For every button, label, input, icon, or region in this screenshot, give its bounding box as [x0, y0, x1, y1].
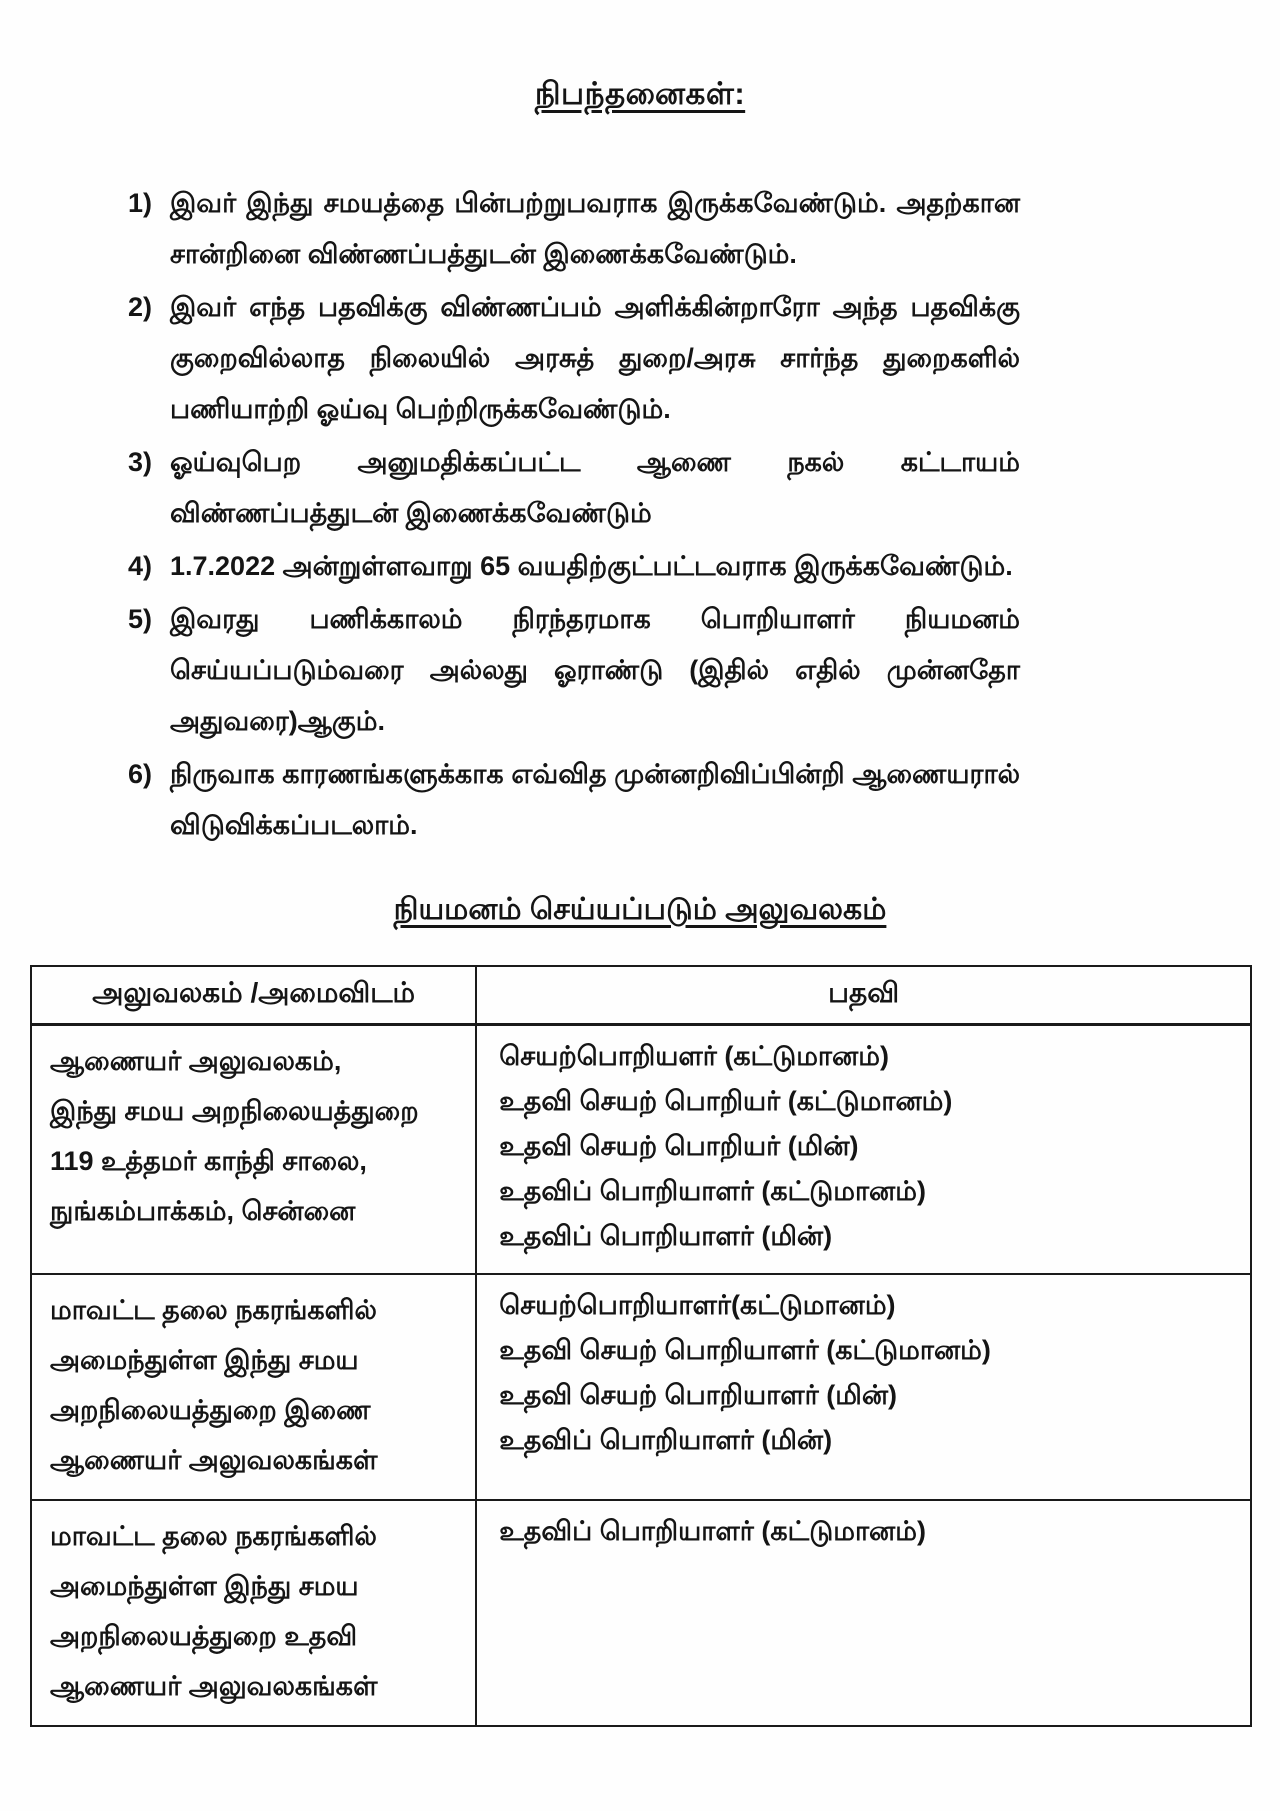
condition-item-1: [128, 178, 1020, 280]
table-header-row: [31, 966, 1251, 1025]
conditions-list: [128, 178, 1020, 851]
posts-cell: [476, 1274, 1251, 1500]
office-line: அறநிலையத்துறை உதவி: [50, 1621, 358, 1651]
post-line: உதவிப் பொறியாளர் (மின்): [499, 1221, 833, 1251]
office-line: அறநிலையத்துறை இணை: [50, 1395, 371, 1425]
table-row: [31, 1025, 1251, 1275]
office-line: நுங்கம்பாக்கம், சென்னை: [50, 1196, 356, 1226]
condition-number: 3): [128, 447, 153, 477]
condition-number: 1): [128, 188, 153, 218]
posts-cell: [476, 1500, 1251, 1726]
condition-number: 2): [128, 292, 153, 322]
office-line: இந்து சமய அறநிலையத்துறை: [50, 1096, 419, 1126]
post-line: உதவிப் பொறியாளர் (கட்டுமானம்): [499, 1516, 926, 1546]
condition-text: 1.7.2022 அன்றுள்ளவாறு 65 வயதிற்குட்பட்டவராக இருக்கவேண்டும்.: [170, 551, 1013, 581]
post-line: உதவி செயற் பொறியர் (கட்டுமானம்): [499, 1086, 953, 1116]
condition-text: நிருவாக காரணங்களுக்காக எவ்வித முன்னறிவிப்பின்றி ஆணையரால் விடுவிக்கப்படலாம்.: [170, 759, 1020, 840]
condition-text: இவர் எந்த பதவிக்கு விண்ணப்பம் அளிக்கின்றாரோ அந்த பதவிக்கு குறைவில்லாத நிலையில் அரசுத் துறை/அரசு சார்ந்த துறைகளில் பணியாற்றி ஓய்வு பெற்றிருக்கவேண்டும்.: [170, 292, 1020, 424]
post-line: உதவிப் பொறியாளர் (கட்டுமானம்): [499, 1176, 926, 1206]
office-line: 119 உத்தமர் காந்தி சாலை,: [50, 1146, 367, 1176]
office-column-header: அலுவலகம் /அமைவிடம்: [31, 966, 476, 1025]
post-line: உதவி செயற் பொறியாளர் (மின்): [499, 1380, 898, 1410]
office-line: ஆணையர் அலுவலகங்கள்: [50, 1445, 378, 1475]
condition-text: ஓய்வுபெற அனுமதிக்கப்பட்ட ஆணை நகல் கட்டாயம் விண்ணப்பத்துடன் இணைக்கவேண்டும்: [170, 447, 1020, 528]
condition-number: 4): [128, 551, 153, 581]
condition-item-6: [128, 749, 1020, 851]
post-line: செயற்பொறியளர் (கட்டுமானம்): [499, 1041, 889, 1071]
office-line: ஆணையர் அலுவலகங்கள்: [50, 1671, 378, 1701]
condition-number: 6): [128, 759, 153, 789]
post-line: உதவிப் பொறியாளர் (மின்): [499, 1425, 833, 1455]
post-line: உதவி செயற் பொறியாளர் (கட்டுமானம்): [499, 1335, 991, 1365]
section-heading: [0, 893, 1280, 931]
post-line: செயற்பொறியாளர்(கட்டுமானம்): [499, 1290, 896, 1320]
appointment-office-table: [30, 965, 1252, 1727]
posts-cell: [476, 1025, 1251, 1275]
table-row: [31, 1500, 1251, 1726]
office-line: மாவட்ட தலை நகரங்களில்: [50, 1295, 377, 1325]
condition-text: இவர் இந்து சமயத்தை பின்பற்றுபவராக இருக்கவேண்டும். அதற்கான சான்றினை விண்ணப்பத்துடன் இணைக்கவேண்டும்.: [170, 188, 1020, 269]
condition-text: இவரது பணிக்காலம் நிரந்தரமாக பொறியாளர் நியமனம் செய்யப்படும்வரை அல்லது ஓராண்டு (இதில் எதில் முன்னதோ அதுவரை)ஆகும்.: [170, 604, 1020, 736]
table-row: [31, 1274, 1251, 1500]
post-column-header: பதவி: [476, 966, 1251, 1025]
office-cell: [31, 1025, 476, 1275]
post-line: உதவி செயற் பொறியர் (மின்): [499, 1131, 859, 1161]
condition-item-3: [128, 437, 1020, 539]
office-cell: [31, 1500, 476, 1726]
document-title-text: நிபந்தனைகள்:: [534, 76, 746, 111]
condition-item-2: [128, 282, 1020, 435]
office-line: அமைந்துள்ள இந்து சமய: [50, 1345, 359, 1375]
office-cell: [31, 1274, 476, 1500]
office-line: மாவட்ட தலை நகரங்களில்: [50, 1521, 377, 1551]
condition-number: 5): [128, 604, 153, 634]
condition-item-4: [128, 541, 1020, 592]
office-line: அமைந்துள்ள இந்து சமய: [50, 1571, 359, 1601]
section-heading-text: நியமனம் செய்யப்படும் அலுவலகம்: [393, 893, 887, 926]
document-title: [0, 0, 1280, 116]
condition-item-5: [128, 594, 1020, 747]
office-line: ஆணையர் அலுவலகம்,: [50, 1046, 342, 1076]
